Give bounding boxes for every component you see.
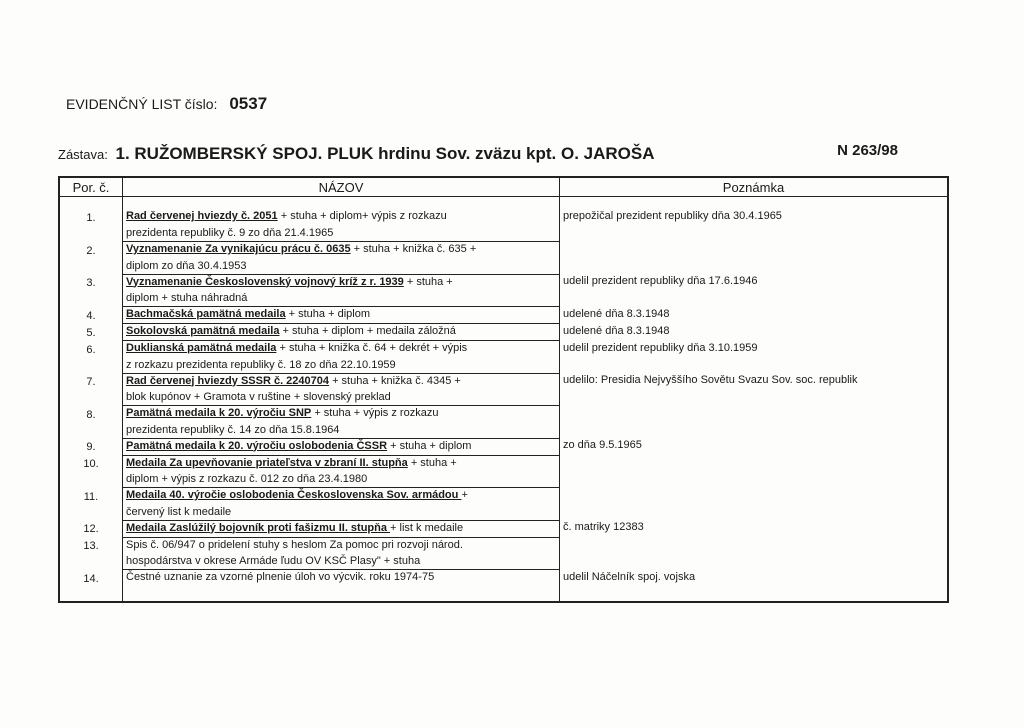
row-number-empty <box>59 358 123 374</box>
row-note <box>560 406 949 423</box>
table-row-continuation <box>59 423 948 439</box>
row-name <box>123 537 560 554</box>
row-note: zo dňa 9.5.1965 <box>560 438 949 455</box>
row-name <box>123 520 560 537</box>
table-row <box>59 307 948 324</box>
table-row-continuation <box>59 554 948 570</box>
table-filler <box>59 587 948 602</box>
row-note: udelil prezident republiky dňa 3.10.1959 <box>560 341 949 358</box>
row-continuation: z rozkazu prezidenta republiky č. 18 zo dňa 22.10.1959 <box>123 358 560 374</box>
row-continuation: diplom zo dňa 30.4.1953 <box>123 259 560 275</box>
row-number: 7. <box>59 373 123 390</box>
row-number-empty <box>59 390 123 406</box>
row-number-empty <box>59 554 123 570</box>
award-details: + stuha + knižka č. 635 + <box>350 243 477 255</box>
row-name <box>123 274 560 291</box>
row-number: 11. <box>59 488 123 505</box>
row-continuation: prezidenta republiky č. 14 zo dňa 15.8.1964 <box>123 423 560 439</box>
table-row-continuation <box>59 358 948 374</box>
award-details: Spis č. 06/947 o pridelení stuhy s heslom Za pomoc pri rozvoji národ. <box>126 538 463 551</box>
row-number: 14. <box>59 570 123 587</box>
row-name <box>123 488 560 505</box>
filler-cell <box>123 587 560 602</box>
table-row <box>59 341 948 358</box>
row-number: 12. <box>59 520 123 537</box>
row-note-empty <box>560 472 949 488</box>
row-note <box>560 242 949 259</box>
row-name <box>123 242 560 259</box>
table-row <box>59 324 948 341</box>
award-name: Medaila Za upevňovanie priateľstva v zbraní II. stupňa <box>126 456 408 469</box>
award-name: Bachmačská pamätná medaila <box>126 308 286 320</box>
unit-name: 1. RUŽOMBERSKÝ SPOJ. PLUK hrdinu Sov. zväzu kpt. O. JAROŠA <box>115 144 655 163</box>
table-header-row <box>59 177 948 197</box>
row-number: 6. <box>59 341 123 358</box>
row-note-empty <box>560 505 949 521</box>
award-details: + stuha + <box>407 456 457 469</box>
row-name <box>123 307 560 324</box>
row-number: 13. <box>59 537 123 554</box>
table-row-continuation <box>59 505 948 521</box>
award-details: + stuha + <box>403 275 453 288</box>
row-number: 5. <box>59 324 123 341</box>
row-number: 1. <box>59 209 123 226</box>
row-name <box>123 455 560 472</box>
awards-table <box>58 176 949 603</box>
award-details: + stuha + knižka č. 64 + dekrét + výpis <box>276 342 468 354</box>
award-details: Čestné uznanie za vzorné plnenie úloh vo výcvik. roku 1974-75 <box>126 571 435 583</box>
row-number-empty <box>59 226 123 242</box>
table-row <box>59 520 948 537</box>
row-note-empty <box>560 390 949 406</box>
row-name <box>123 341 560 358</box>
row-continuation: blok kupónov + Gramota v ruštine + slovenský preklad <box>123 390 560 406</box>
row-name <box>123 324 560 341</box>
row-note: udelilo: Presidia Nejvyššího Sovětu Svazu Sov. soc. republik <box>560 373 949 390</box>
table-row <box>59 537 948 554</box>
row-number-empty <box>59 423 123 439</box>
row-number: 4. <box>59 307 123 324</box>
award-details: + stuha + diplom <box>387 439 472 452</box>
row-note-empty <box>560 554 949 570</box>
row-continuation: prezidenta republiky č. 9 zo dňa 21.4.1965 <box>123 226 560 242</box>
row-number-empty <box>59 472 123 488</box>
row-note-empty <box>560 358 949 374</box>
col-header-note: Poznámka <box>560 177 949 197</box>
award-details: + <box>461 489 468 501</box>
row-note <box>560 488 949 505</box>
award-name: Medaila 40. výročie oslobodenia Československa Sov. armádou <box>126 489 462 501</box>
award-name: Rad červenej hviezdy SSSR č. 2240704 <box>126 374 330 387</box>
filler-cell <box>560 587 949 602</box>
unit-label: Zástava: <box>58 147 108 162</box>
table-row <box>59 242 948 259</box>
reference-number: N 263/98 <box>837 142 898 159</box>
table-row <box>59 406 948 423</box>
list-label: EVIDENČNÝ LIST číslo: <box>66 96 218 112</box>
row-number: 8. <box>59 406 123 423</box>
row-number-empty <box>59 291 123 307</box>
col-header-number: Por. č. <box>59 177 123 197</box>
award-details: + stuha + knižka č. 4345 + <box>329 374 461 387</box>
award-name: Pamätná medaila k 20. výročiu oslobodenia ČSSR <box>126 439 388 452</box>
row-name <box>123 406 560 423</box>
table-row-continuation <box>59 259 948 275</box>
row-number-empty <box>59 259 123 275</box>
table-row <box>59 438 948 455</box>
row-number: 3. <box>59 274 123 291</box>
award-details: + stuha + diplom <box>285 308 370 320</box>
row-note: udelené dňa 8.3.1948 <box>560 324 949 341</box>
row-note: udelil Náčelník spoj. vojska <box>560 570 949 587</box>
award-name: Medaila Zaslúžilý bojovník proti fašizmu II. stupňa <box>126 521 391 534</box>
award-details: + stuha + výpis z rozkazu <box>311 407 439 419</box>
row-number: 9. <box>59 438 123 455</box>
row-note-empty <box>560 291 949 307</box>
filler-cell <box>59 587 123 602</box>
row-name <box>123 373 560 390</box>
row-note: udelil prezident republiky dňa 17.6.1946 <box>560 274 949 291</box>
row-note-empty <box>560 423 949 439</box>
row-name <box>123 438 560 455</box>
table-row <box>59 455 948 472</box>
award-name: Vyznamenanie Československý vojnový kríž z r. 1939 <box>126 275 404 288</box>
row-name <box>123 209 560 226</box>
row-number-empty <box>59 505 123 521</box>
table-body <box>59 197 948 602</box>
row-continuation: červený list k medaile <box>123 505 560 521</box>
table-row <box>59 373 948 390</box>
award-name: Rad červenej hviezdy č. 2051 <box>126 210 278 222</box>
table-row <box>59 274 948 291</box>
row-note: prepožičal prezident republiky dňa 30.4.1965 <box>560 209 949 226</box>
list-header <box>66 94 267 114</box>
award-name: Duklianská pamätná medaila <box>126 342 277 354</box>
award-name: Sokolovská pamätná medaila <box>126 325 280 337</box>
row-note <box>560 537 949 554</box>
table-row-continuation <box>59 472 948 488</box>
row-note-empty <box>560 259 949 275</box>
row-continuation: diplom + výpis z rozkazu č. 012 zo dňa 23.4.1980 <box>123 472 560 488</box>
table-row-continuation <box>59 226 948 242</box>
table-row-continuation <box>59 291 948 307</box>
table-row <box>59 209 948 226</box>
table-row <box>59 570 948 587</box>
row-note: č. matriky 12383 <box>560 520 949 537</box>
award-details: + list k medaile <box>390 521 464 534</box>
award-details: + stuha + diplom + medaila záložná <box>279 325 456 337</box>
row-continuation: hospodárstva v okrese Armáde ľudu OV KSČ Plasy" + stuha <box>123 554 560 570</box>
row-note: udelené dňa 8.3.1948 <box>560 307 949 324</box>
list-number: 0537 <box>229 94 268 113</box>
table-row-continuation <box>59 390 948 406</box>
award-details: + stuha + diplom+ výpis z rozkazu <box>277 210 447 222</box>
award-name: Pamätná medaila k 20. výročiu SNP <box>126 407 312 419</box>
unit-header <box>58 144 948 164</box>
row-note <box>560 455 949 472</box>
table-spacer <box>59 197 948 210</box>
row-number: 2. <box>59 242 123 259</box>
table-row <box>59 488 948 505</box>
col-header-name: NÁZOV <box>123 177 560 197</box>
row-number: 10. <box>59 455 123 472</box>
row-continuation: diplom + stuha náhradná <box>123 291 560 307</box>
row-name <box>123 570 560 587</box>
row-note-empty <box>560 226 949 242</box>
award-name: Vyznamenanie Za vynikajúcu prácu č. 0635 <box>126 243 351 255</box>
